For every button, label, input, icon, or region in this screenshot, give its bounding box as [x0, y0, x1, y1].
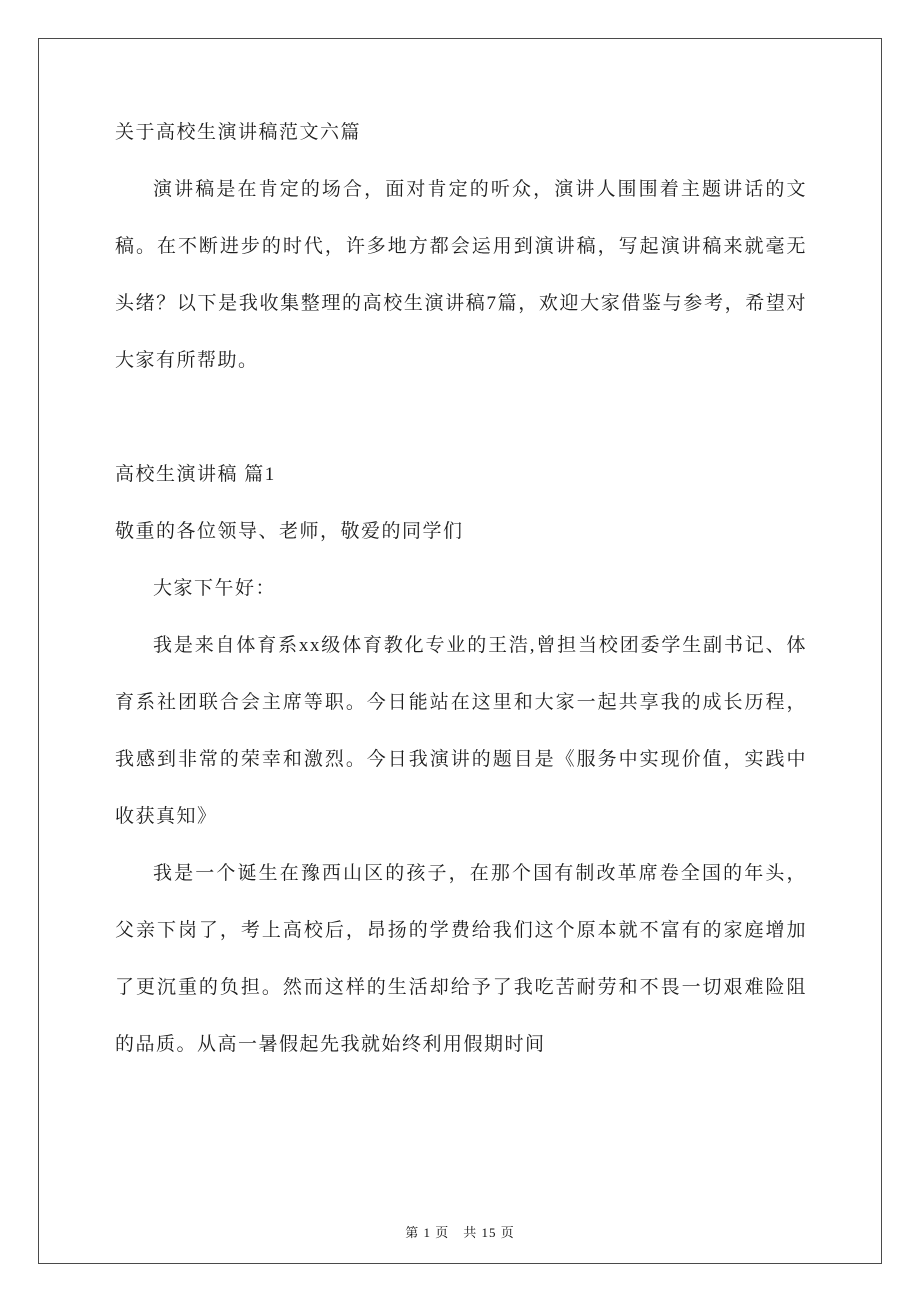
paragraph-intro: 演讲稿是在肯定的场合，面对肯定的听众，演讲人围围着主题讲话的文稿。在不断进步的时代，许多地方都会运用到演讲稿，写起演讲稿来就毫无头绪？以下是我收集整理的高校生演讲稿7篇，欢迎大家借鉴与参考，希望对大家有所帮助。: [115, 179, 807, 371]
page-footer: 第 1 页 共 15 页: [405, 1225, 515, 1240]
document-title: 关于高校生演讲稿范文六篇: [115, 122, 362, 143]
paragraph-body-1: 我是来自体育系xx级体育教化专业的王浩,曾担当校团委学生副书记、体育系社团联合会主席等职。今日能站在这里和大家一起共享我的成长历程，我感到非常的荣幸和激烈。今日我演讲的题目是《服务中实现价值，实践中收获真知》: [115, 635, 807, 827]
salutation-line: 敬重的各位领导、老师，敬爱的同学们: [115, 521, 464, 542]
section-heading: 高校生演讲稿 篇1: [115, 464, 276, 485]
paragraph-body-2: 我是一个诞生在豫西山区的孩子，在那个国有制改革席卷全国的年头，父亲下岗了，考上高校后，昂扬的学费给我们这个原本就不富有的家庭增加了更沉重的负担。然而这样的生活却给予了我吃苦耐劳和不畏一切艰难险阻的品质。从高一暑假起先我就始终利用假期时间: [115, 863, 807, 1055]
document-body: [115, 104, 807, 1073]
greeting-line: 大家下午好：: [153, 578, 277, 599]
